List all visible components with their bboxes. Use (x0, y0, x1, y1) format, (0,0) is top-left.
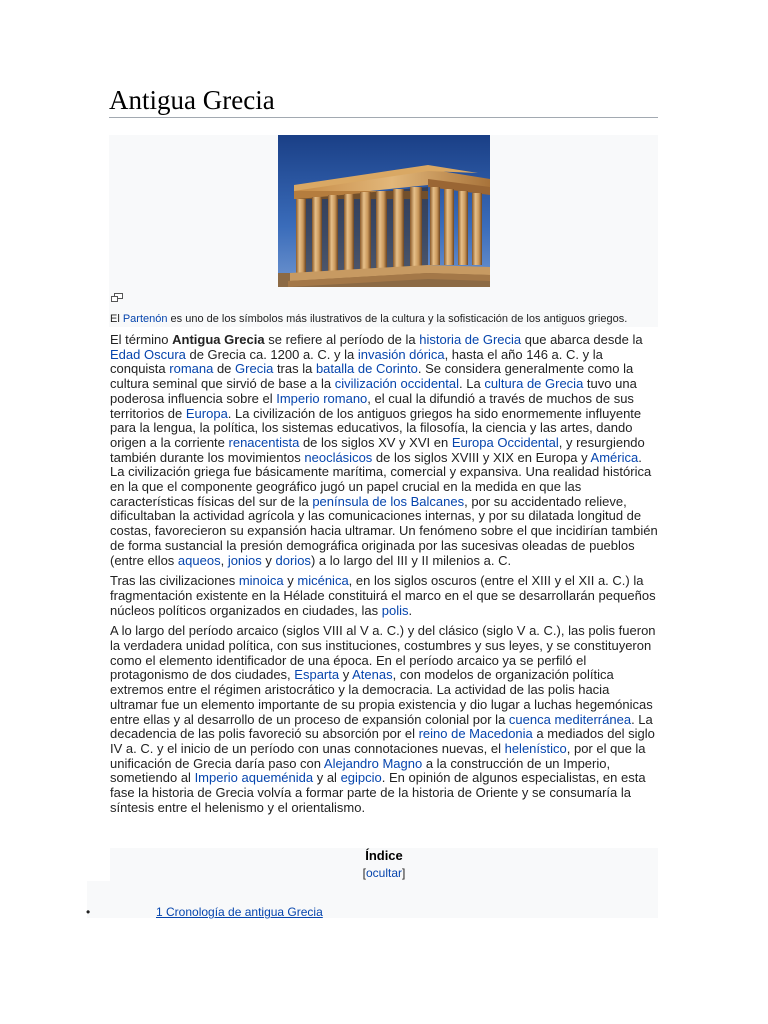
paragraph-periodo-arcaico: A lo largo del período arcaico (siglos VIII al V a. C.) y del clásico (siglo V a. C.), las polis fueron la verdadera unidad política, con sus instituciones, costumbres y sus leyes, y se constituyeron como el elemento identificador de una época. En el período arcaico ya se perfiló el protagonismo de dos ciudades, Esparta y Atenas, con modelos de organización política extremos entre el régimen aristocrático y la democracia. La actividad de las polis hacia ultramar fue un elemento importante de su propia existencia y dio lugar a luchas hegemónicas entre ellas y al desarrollo de un proceso de expansión colonial por la cuenca mediterránea. La decadencia de las polis favoreció su absorción por el reino de Macedonia a mediados del siglo IV a. C. y el inicio de un período con unas connotaciones nuevas, el helenístico, por el que la unificación de Grecia daría paso con Alejandro Magno a la construcción de un Imperio, sometiendo al Imperio aqueménida y al egipcio. En opinión de algunos especialistas, en esta fase la historia de Grecia volvía a formar parte de la historia de Oriente y se consumaría la síntesis entre el helenismo y el orientalismo. (110, 623, 656, 815)
link-cultura-de-grecia[interactable]: cultura de Grecia (484, 376, 584, 392)
link-egipcio[interactable]: egipcio (340, 770, 382, 786)
link-esparta[interactable]: Esparta (294, 667, 340, 683)
bold-term: Antigua Grecia (172, 332, 265, 347)
link-renacentista[interactable]: renacentista (228, 434, 300, 450)
link-imperio-aquemenida[interactable]: Imperio aqueménida (194, 770, 314, 786)
toc-hide-link[interactable]: ocultar (365, 866, 403, 880)
link-reino-de-macedonia[interactable]: reino de Macedonia (418, 726, 533, 742)
link-invasion-dorica[interactable]: invasión dórica (357, 346, 445, 362)
link-neoclasicos[interactable]: neoclásicos (304, 449, 373, 465)
link-dorios[interactable]: dorios (275, 552, 311, 568)
link-america[interactable]: América (590, 449, 639, 465)
link-romana[interactable]: romana (169, 361, 214, 377)
toc-toggle: [ocultar] (362, 866, 406, 880)
link-polis[interactable]: polis (381, 602, 409, 618)
toc-item-cronologia[interactable]: 1 Cronología de antigua Grecia (156, 905, 323, 919)
link-grecia[interactable]: Grecia (235, 361, 274, 377)
link-peninsula-de-los-balcanes[interactable]: península de los Balcanes (312, 493, 465, 509)
link-europa-occidental[interactable]: Europa Occidental (451, 434, 559, 450)
link-helenistico[interactable]: helenístico (504, 740, 567, 756)
figure-caption: El Partenón es uno de los símbolos más ilustrativos de la cultura y la sofisticación de los antiguos griegos. (110, 313, 628, 325)
list-bullet: • (86, 905, 91, 919)
parthenon-photo[interactable] (278, 135, 490, 287)
magnify-icon[interactable] (111, 293, 123, 302)
thumbnail-figure (109, 135, 658, 327)
link-imperio-romano[interactable]: Imperio romano (276, 390, 368, 406)
link-historia-de-grecia[interactable]: historia de Grecia (419, 332, 522, 347)
article-body (110, 333, 658, 822)
paragraph-siglos-oscuros: Tras las civilizaciones minoica y micénica, en los siglos oscuros (entre el XIII y el XII a. C.) la fragmentación existente en la Hélade constituirá el marco en el que se desarrollarán pequeños núcleos políticos organizados en ciudades, las polis. (110, 573, 656, 618)
page-title: Antigua Grecia (109, 84, 658, 118)
link-edad-oscura[interactable]: Edad Oscura (110, 346, 186, 362)
link-civilizacion-occidental[interactable]: civilización occidental (334, 376, 460, 392)
toc-background-band (87, 881, 111, 918)
link-atenas[interactable]: Atenas (352, 667, 393, 683)
link-batalla-de-corinto[interactable]: batalla de Corinto (315, 361, 418, 377)
link-jonios[interactable]: jonios (227, 552, 262, 568)
link-minoica[interactable]: minoica (238, 573, 284, 589)
link-cuenca-mediterranea[interactable]: cuenca mediterránea (508, 711, 632, 727)
link-europa[interactable]: Europa (185, 405, 228, 421)
link-aqueos[interactable]: aqueos (177, 552, 221, 568)
link-partenon[interactable]: Partenón (122, 313, 168, 325)
paragraph-intro: El término Antigua Grecia se refiere al período de la historia de Grecia que abarca desde la Edad Oscura de Grecia ca. 1200 a. C. y la invasión dórica, hasta el año 146 a. C. y la conquista romana de Grecia tras la batalla de Corinto. Se considera generalmente como la cultura seminal que sirvió de base a la civilización occidental. La cultura de Grecia tuvo una poderosa influencia sobre el Imperio romano, el cual la difundió a través de muchos de sus territorios de Europa. La civilización de los antiguos griegos ha sido enormemente influyente para la lengua, la política, los sistemas educativos, la filosofía, la ciencia y las artes, dando origen a la corriente renacentista de los siglos XV y XVI en Europa Occidental, y resurgiendo también durante los movimientos neoclásicos de los siglos XVIII y XIX en Europa y América. La civilización griega fue básicamente marítima, comercial y expansiva. Una realidad histórica en la que el componente geográfico jugó un papel crucial en la medida en que las características físicas del sur de la península de los Balcanes, por su accidentado relieve, dificultaban la actividad agrícola y las comunicaciones internas, y por su dilatada longitud de costas, favorecieron su expansión hacia ultramar. Un fenómeno sobre el que incidirían también de forma sustancial la presión demográfica originada por las sucesivas oleadas de pueblos (entre ellos aqueos, jonios y dorios) a lo largo del III y II milenios a. C. (110, 332, 658, 568)
link-alejandro-magno[interactable]: Alejandro Magno (323, 755, 423, 771)
toc-title: Índice (365, 848, 403, 863)
link-micenica[interactable]: micénica (297, 573, 349, 589)
